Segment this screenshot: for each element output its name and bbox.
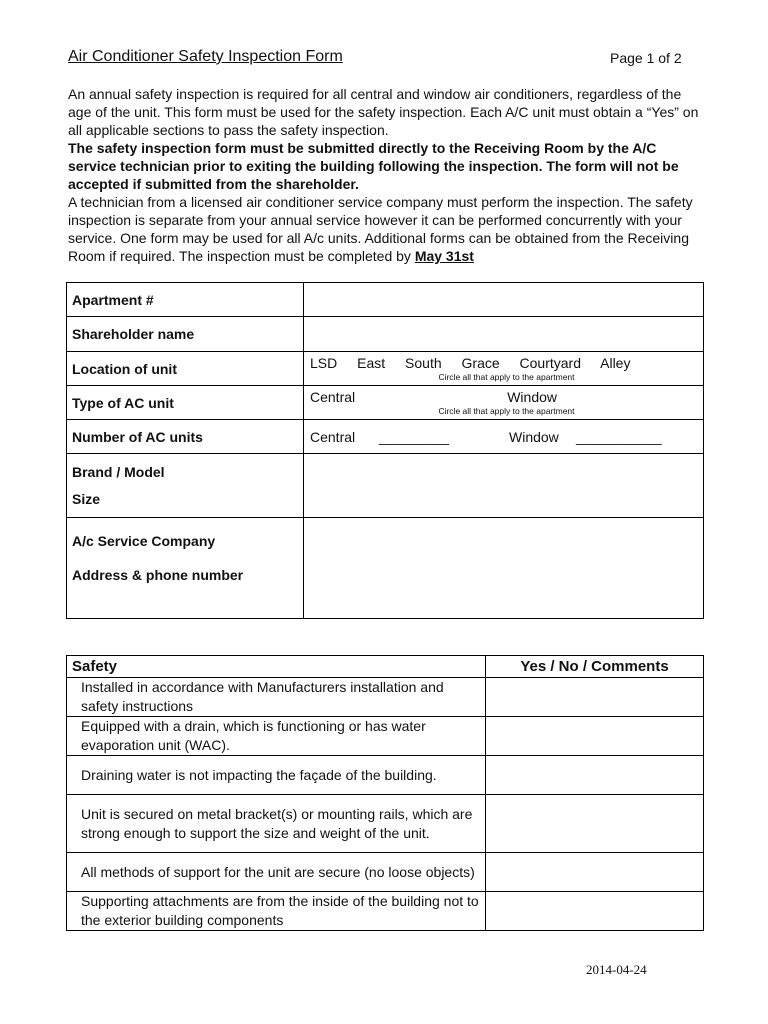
apartment-field[interactable] xyxy=(304,283,704,317)
table-row xyxy=(67,853,704,892)
deadline-date: May 31st xyxy=(414,248,474,264)
form-title: Air Conditioner Safety Inspection Form xyxy=(68,48,343,65)
address-label: Address & phone number xyxy=(72,567,244,583)
company-field[interactable] xyxy=(304,518,704,619)
row-type xyxy=(67,386,704,420)
location-option-grace[interactable]: Grace xyxy=(461,355,500,371)
location-field[interactable] xyxy=(304,352,704,386)
table-row xyxy=(67,678,704,717)
row-location xyxy=(67,352,704,386)
row-brand xyxy=(67,454,704,518)
location-option-lsd[interactable]: LSD xyxy=(310,355,338,371)
number-field[interactable] xyxy=(304,420,704,454)
safety-item-facade: Draining water is not impacting the façade of the building. xyxy=(67,756,486,795)
type-option-central[interactable]: Central xyxy=(310,389,356,405)
safety-item-installation: Installed in accordance with Manufacturers installation and safety instructions xyxy=(67,678,486,717)
safety-response-attachments[interactable] xyxy=(486,892,704,931)
safety-header-row xyxy=(67,656,704,678)
brand-label: Brand / Model xyxy=(72,463,165,480)
type-circle-note: Circle all that apply to the apartment xyxy=(438,406,575,416)
safety-item-attachments: Supporting attachments are from the inside of the building not to the exterior building components xyxy=(67,892,486,931)
row-company xyxy=(67,518,704,619)
number-central-blank[interactable]: _________ xyxy=(379,428,450,445)
safety-response-bracket[interactable] xyxy=(486,795,704,853)
type-option-window[interactable]: Window xyxy=(507,389,557,405)
type-label: Type of AC unit xyxy=(67,386,304,420)
brand-label-cell xyxy=(67,454,304,518)
safety-item-support: All methods of support for the unit are secure (no loose objects) xyxy=(67,853,486,892)
brand-field[interactable] xyxy=(304,454,704,518)
intro-technician-text: A technician from a licensed air conditioner service company must perform the inspection. The safety inspection is separate from your annual service however it can be performed concurrently with your service. One form may be used for all A/c units. Additional forms can be obtained from the Receiving Room if required. The inspection must be completed by xyxy=(68,194,693,264)
safety-item-drain: Equipped with a drain, which is functioning or has water evaporation unit (WAC). xyxy=(67,717,486,756)
intro-paragraph-requirement: An annual safety inspection is required for all central and window air conditioners, regardless of the age of the unit. This form must be used for the safety inspection. Each A/C unit must obtain a “Yes” on all applicable sections to pass the safety inspection. xyxy=(68,86,699,138)
type-options xyxy=(310,389,703,405)
shareholder-label: Shareholder name xyxy=(67,317,304,352)
apartment-label: Apartment # xyxy=(67,283,304,317)
row-apartment xyxy=(67,283,704,317)
row-number xyxy=(67,420,704,454)
number-central-label: Central xyxy=(310,428,356,445)
location-option-south[interactable]: South xyxy=(405,355,442,371)
number-window-blank[interactable]: ___________ xyxy=(576,428,662,445)
table-row xyxy=(67,756,704,795)
location-options xyxy=(310,355,703,371)
row-shareholder xyxy=(67,317,704,352)
intro-text xyxy=(68,85,708,265)
safety-response-installation[interactable] xyxy=(486,678,704,717)
location-option-east[interactable]: East xyxy=(357,355,386,371)
size-label: Size xyxy=(72,490,101,507)
intro-paragraph-technician xyxy=(68,193,708,265)
unit-info-table xyxy=(66,282,704,619)
shareholder-field[interactable] xyxy=(304,317,704,352)
safety-response-drain[interactable] xyxy=(486,717,704,756)
intro-paragraph-submission: The safety inspection form must be submitted directly to the Receiving Room by the A/C service technician prior to exiting the building following the inspection. The form will not be accepted if submitted from the shareholder. xyxy=(68,140,679,192)
table-row xyxy=(67,717,704,756)
location-circle-note: Circle all that apply to the apartment xyxy=(438,372,575,382)
company-label: A/c Service Company xyxy=(72,533,216,549)
safety-header: Safety xyxy=(67,656,486,678)
table-row xyxy=(67,795,704,853)
page-number: Page 1 of 2 xyxy=(610,50,682,66)
safety-response-facade[interactable] xyxy=(486,756,704,795)
number-count-line xyxy=(310,429,703,445)
type-field[interactable] xyxy=(304,386,704,420)
location-option-alley[interactable]: Alley xyxy=(600,355,631,371)
table-row xyxy=(67,892,704,931)
safety-item-bracket: Unit is secured on metal bracket(s) or mounting rails, which are strong enough to support the size and weight of the unit. xyxy=(67,795,486,853)
location-option-courtyard[interactable]: Courtyard xyxy=(519,355,581,371)
safety-response-support[interactable] xyxy=(486,853,704,892)
number-label: Number of AC units xyxy=(67,420,304,454)
response-header: Yes / No / Comments xyxy=(486,656,704,678)
safety-checklist-table xyxy=(66,655,704,931)
company-label-cell xyxy=(67,518,304,619)
location-label: Location of unit xyxy=(67,352,304,386)
number-window-label: Window xyxy=(509,428,559,445)
revision-date: 2014-04-24 xyxy=(586,962,647,977)
